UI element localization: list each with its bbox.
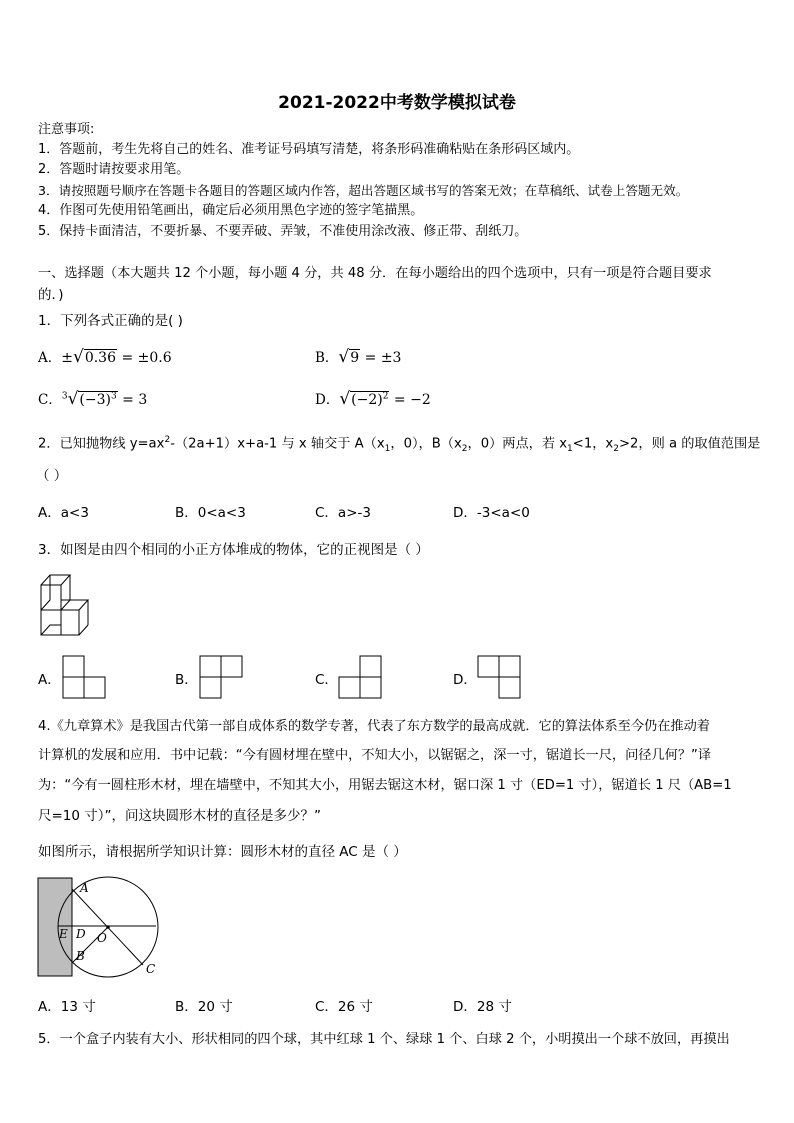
section-heading-line1: 一、选择题（本大题共 12 个小题，每小题 4 分，共 48 分．在每小题给出的四个选项中，只有一项是符合题目要求	[38, 266, 712, 281]
q4-label-b: B	[76, 949, 85, 963]
q3-option-b-label: B．	[175, 672, 198, 688]
notice-item-5: 5．保持卡面清洁，不要折暴、不要弄破、弄皱，不准使用涂改液、修正带、刮纸刀。	[38, 224, 528, 239]
section-heading-line2: 的．)	[38, 287, 64, 303]
q4-label-c: C	[146, 962, 156, 976]
notice-heading: 注意事项:	[38, 122, 95, 137]
q2-stem: 2．已知抛物线 $y=ax^2-(2a+1)x+a-1$ 与 x 轴交于 $A(x_1$，0），$B(x_2$，0）两点，若 $x_1<1$，$x_2>2$，则 a 的取值范围是	[38, 435, 761, 455]
q4-option-c: C．26 寸	[315, 999, 373, 1015]
q1-option-c: C．$^3√(-3)^3 = 3$	[38, 389, 148, 409]
q4-line3: 为：“今有一圆柱形木材，埋在墙壁中，不知其大小，用锯去锯这木材，锯口深 1 寸（ED=1 寸），锯道长 1 尺（AB=1	[38, 778, 732, 793]
q3-option-c-label: C．	[315, 672, 338, 688]
q3-option-d-figure	[477, 655, 521, 699]
q1-option-b: B．√9 = ±3	[315, 347, 402, 367]
q3-stem: 3．如图是由四个相同的小正方体堆成的物体，它的正视图是（ ）	[38, 542, 429, 558]
q1-option-d: D．$√(-2)^2 = -2$	[315, 389, 431, 409]
q5-line1: 5．一个盒子内装有大小、形状相同的四个球，其中红球 1 个、绿球 1 个、白球 2 个，小明摸出一个球不放回，再摸出	[38, 1032, 730, 1047]
q4-label-o: O	[97, 931, 107, 945]
q3-option-c-figure	[338, 655, 382, 699]
q1-option-a: A．±√0.36 = ±0.6	[38, 347, 172, 367]
q4-line1: 4.《九章算术》是我国古代第一部自成体系的数学专著，代表了东方数学的最高成就．它的算法体系至今仍在推动着	[38, 719, 710, 734]
notice-item-3: 3．请按照题号顺序在答题卡各题目的答题区域内作答，超出答题区域书写的答案无效；在草稿纸、试卷上答题无效。	[38, 183, 689, 198]
q3-option-d-label: D．	[453, 672, 477, 688]
q4-option-b: B．20 寸	[175, 999, 233, 1015]
q2-answer-paren: （ ）	[36, 468, 68, 484]
q4-line4: 尺=10 寸）”，问这块圆形木材的直径是多少？”	[38, 808, 322, 824]
q2-option-c: C．a>-3	[315, 505, 371, 521]
notice-item-1: 1．答题前，考生先将自己的姓名、准考证号码填写清楚，将条形码准确粘贴在条形码区域内。	[38, 142, 580, 157]
q4-line2: 计算机的发展和应用．书中记载：“今有圆材埋在壁中，不知大小，以锯锯之，深一寸，锯道长一尺，问径几何？”译	[38, 748, 712, 763]
page-title: 2021-2022中考数学模拟试卷	[278, 93, 516, 113]
q4-line5: 如图所示，请根据所学知识计算：圆形木材的直径 AC 是（ ）	[38, 844, 407, 860]
q2-option-a: A．a<3	[38, 505, 89, 521]
q1-stem: 1．下列各式正确的是( )	[38, 313, 183, 329]
q4-label-a: A	[80, 881, 89, 895]
q2-option-d: D．-3<a<0	[453, 505, 530, 521]
q3-cube-figure	[36, 570, 106, 640]
notice-item-2: 2．答题时请按要求用笔。	[38, 162, 190, 177]
q2-option-b: B．0<a<3	[175, 505, 246, 521]
q4-label-d: D	[76, 927, 86, 941]
q3-option-b-figure	[199, 655, 243, 699]
q4-circle-figure	[36, 875, 166, 980]
q4-label-e: E	[59, 927, 68, 941]
q4-option-a: A．13 寸	[38, 999, 96, 1015]
notice-item-4: 4．作图可先使用铅笔画出，确定后必须用黑色字迹的签字笔描黑。	[38, 203, 424, 218]
q3-option-a-figure	[62, 655, 106, 699]
q4-option-d: D．28 寸	[453, 999, 512, 1015]
q3-option-a-label: A．	[38, 672, 61, 688]
